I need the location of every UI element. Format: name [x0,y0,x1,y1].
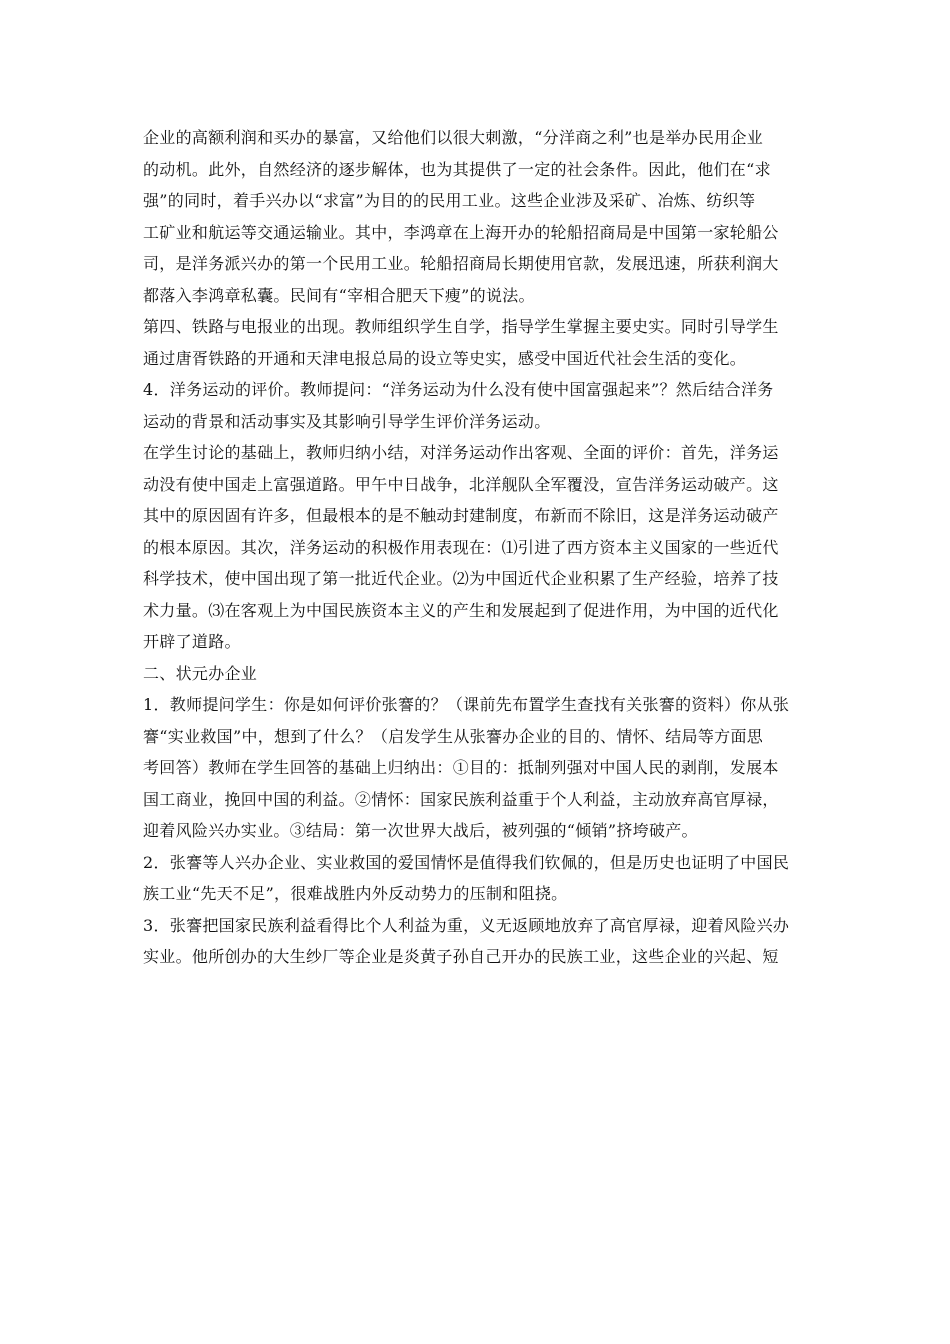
paragraph-civil-enterprise-motives [143,122,811,311]
paragraph-dasheng-mill [143,910,811,973]
text-line: 国工商业，挽回中国的利益。②情怀：国家民族利益重于个人利益，主动放弃高官厚禄， [143,789,779,809]
text-line: 第四、铁路与电报业的出现。教师组织学生自学，指导学生掌握主要史实。同时引导学生 [143,317,779,336]
text-line: 3．张謇把国家民族利益看得比个人利益为重，义无返顾地放弃了高官厚禄，迎着风险兴办 [143,915,790,935]
text-line: 运动的背景和活动事实及其影响引导学生评价洋务运动。 [143,411,551,431]
text-line: 通过唐胥铁路的开通和天津电报总局的设立等史实，感受中国近代社会生活的变化。 [143,348,747,368]
paragraph-movement-evaluation-summary [143,437,811,658]
paragraph-patriotic-sentiment [143,847,811,910]
text-line: 强”的同时，着手兴办以“求富”为目的的民用工业。这些企业涉及采矿、冶炼、纺织等 [143,191,756,210]
text-line: 其中的原因固有许多，但最根本的是不触动封建制度，布新而不除旧，这是洋务运动破产 [143,506,779,525]
text-line: 1．教师提问学生：你是如何评价张謇的？（课前先布置学生查找有关张謇的资料）你从张 [143,695,790,714]
text-line: 考回答）教师在学生回答的基础上归纳出：①目的：抵制列强对中国人民的剥削，发展本 [143,758,779,777]
text-line: 科学技术，使中国出现了第一批近代企业。⑵为中国近代企业积累了生产经验，培养了技 [143,569,779,588]
document-body [143,122,811,973]
paragraph-zhang-jian-evaluation [143,689,811,847]
text-line: 的根本原因。其次，洋务运动的积极作用表现在：⑴引进了西方资本主义国家的一些近代 [143,537,779,557]
text-line: 迎着风险兴办实业。③结局：第一次世界大战后，被列强的“倾销”挤垮破产。 [143,821,698,840]
text-line: 企业的高额利润和买办的暴富，又给他们以很大刺激，“分洋商之利”也是举办民用企业 [143,128,764,147]
section-heading [143,658,811,690]
text-line: 謇“实业救国”中，想到了什么？（启发学生从张謇办企业的目的、情怀、结局等方面思 [143,726,764,746]
paragraph-movement-evaluation-question [143,374,811,437]
text-line: 动没有使中国走上富强道路。甲午中日战争，北洋舰队全军覆没，宣告洋务运动破产。这 [143,474,779,494]
text-line: 开辟了道路。 [143,632,241,651]
paragraph-railway-telegraph [143,311,811,374]
text-line: 工矿业和航运等交通运输业。其中，李鸿章在上海开办的轮船招商局是中国第一家轮船公 [143,222,779,242]
section-heading-text: 二、状元办企业 [143,663,258,683]
text-line: 术力量。⑶在客观上为中国民族资本主义的产生和发展起到了促进作用，为中国的近代化 [143,600,779,620]
text-line: 实业。他所创办的大生纱厂等企业是炎黄子孙自己开办的民族工业，这些企业的兴起、短 [143,947,779,966]
text-line: 都落入李鸿章私囊。民间有“宰相合肥天下瘦”的说法。 [143,285,535,305]
text-line: 族工业“先天不足”，很难战胜内外反动势力的压制和阻挠。 [143,884,568,903]
text-line: 4．洋务运动的评价。教师提问：“洋务运动为什么没有使中国富强起来”？然后结合洋务 [143,380,774,399]
text-line: 司，是洋务派兴办的第一个民用工业。轮船招商局长期使用官款，发展迅速，所获利润大 [143,254,779,273]
text-line: 在学生讨论的基础上，教师归纳小结，对洋务运动作出客观、全面的评价：首先，洋务运 [143,443,779,462]
text-line: 2．张謇等人兴办企业、实业救国的爱国情怀是值得我们钦佩的，但是历史也证明了中国民 [143,852,790,872]
text-line: 的动机。此外，自然经济的逐步解体，也为其提供了一定的社会条件。因此，他们在“求 [143,159,771,179]
